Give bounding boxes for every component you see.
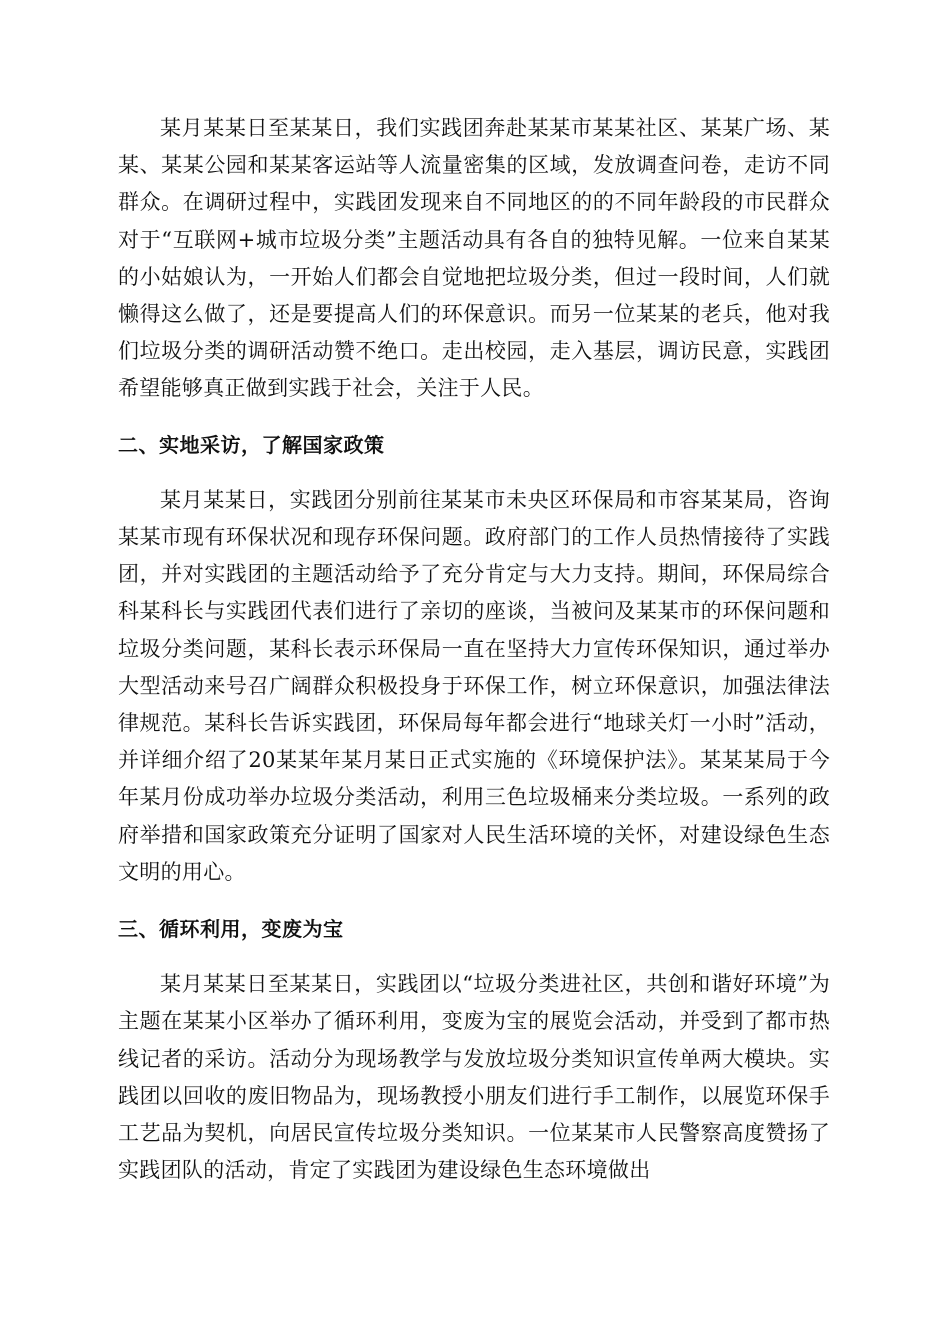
body-paragraph-3: 某月某某日至某某日，实践团以“垃圾分类进社区，共创和谐好环境”为主题在某某小区举办了循环利用，变废为宝的展览会活动，并受到了都市热线记者的采访。活动分为现场教学与发放垃圾分类知识宣传单两大模块。实践团以回收的废旧物品为，现场教授小朋友们进行手工制作，以展览环保手工艺品为契机，向居民宣传垃圾分类知识。一位某某市人民警察高度赞扬了实践团队的活动，肯定了实践团为建设绿色生态环境做出 [118, 972, 830, 1183]
body-paragraph-1: 某月某某日至某某日，我们实践团奔赴某某市某某社区、某某广场、某某、某某公园和某某客运站等人流量密集的区域，发放调查问卷，走访不同群众。在调研过程中，实践团发现来自不同地区的的不同年龄段的市民群众对于“互联网+城市垃圾分类”主题活动具有各自的独特见解。一位来自某某的小姑娘认为，一开始人们都会自觉地把垃圾分类，但过一段时间，人们就懒得这么做了，还是要提高人们的环保意识。而另一位某某的老兵，他对我们垃圾分类的调研活动赞不绝口。走出校园，走入基层，调访民意，实践团希望能够真正做到实践于社会，关注于人民。 [118, 116, 830, 401]
section-heading-2: 二、实地采访，了解国家政策 [118, 432, 385, 457]
document-body [118, 110, 830, 1189]
body-paragraph-2: 某月某某日，实践团分别前往某某市未央区环保局和市容某某局，咨询某某市现有环保状况和现存环保问题。政府部门的工作人员热情接待了实践团，并对实践团的主题活动给予了充分肯定与大力支持。期间，环保局综合科某科长与实践团代表们进行了亲切的座谈，当被问及某某市的环保问题和垃圾分类问题，某科长表示环保局一直在坚持大力宣传环保知识，通过举办大型活动来号召广阔群众积极投身于环保工作，树立环保意识，加强法律法律规范。某科长告诉实践团，环保局每年都会进行“地球关灯一小时”活动，并详细介绍了20某某年某月某日正式实施的《环境保护法》。某某某局于今年某月份成功举办垃圾分类活动，利用三色垃圾桶来分类垃圾。一系列的政府举措和国家政策充分证明了国家对人民生活环境的关怀，对建设绿色生态文明的用心。 [118, 487, 830, 884]
section-heading-3: 三、循环利用，变废为宝 [118, 917, 344, 942]
